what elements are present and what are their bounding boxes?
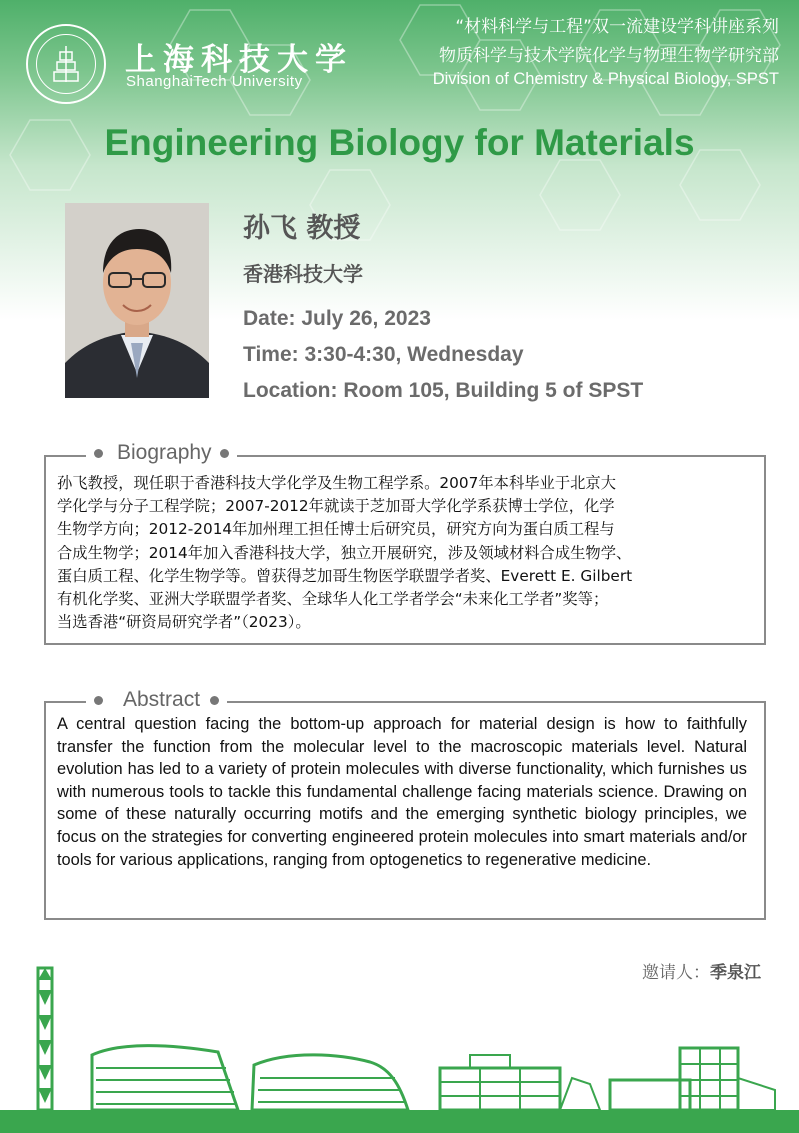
abstract-text: A central question facing the bottom-up approach for material design is how to faithfully transfer the function from the molecular level to the macroscopic materials level. Natural evolution has led to a variety of protein molecules with diverse functionality, which furnishes us with numerous tools to tackle this fundamental challenge facing materials science. Drawing on some of these naturally occurring motifs and the emerging synthetic biology principles, we focus on the strategies for converting engineered protein molecules into smart materials and/or tools for various applications, ranging from optogenetics to regenerative medicine. bbox=[57, 715, 747, 869]
school-division-cn: 物质科学与技术学院化学与物理生物学研究部 bbox=[439, 46, 779, 66]
biography-line: 孙飞教授，现任职于香港科技大学化学及生物工程学系。2007年本科毕业于北京大 bbox=[57, 474, 617, 492]
inviter-name: 季泉江 bbox=[710, 963, 761, 983]
inviter-label: 邀请人： bbox=[642, 963, 710, 983]
biography-heading bbox=[86, 440, 237, 466]
speaker-photo bbox=[65, 203, 209, 398]
biography-text bbox=[57, 472, 757, 634]
campus-skyline-illustration bbox=[0, 960, 799, 1133]
tower-icon bbox=[49, 44, 83, 84]
biography-label: Biography bbox=[117, 441, 212, 464]
abstract-label: Abstract bbox=[123, 688, 201, 711]
biography-line: 蛋白质工程、化学生物学等。曾获得芝加哥生物医学联盟学者奖、Everett E. Gilbert bbox=[57, 566, 633, 585]
talk-title: Engineering Biology for Materials bbox=[104, 122, 695, 163]
bullet-dot-icon bbox=[94, 449, 103, 458]
school-division-en: Division of Chemistry & Physical Biology, SPST bbox=[432, 70, 779, 88]
talk-location: Location: Room 105, Building 5 of SPST bbox=[243, 379, 644, 402]
university-name-cn: 上海科技大学 bbox=[125, 42, 353, 78]
biography-line: 当选香港“研资局研究学者”（2023）。 bbox=[57, 613, 311, 632]
biography-line: 合成生物学；2014年加入香港科技大学，独立开展研究，涉及领域材料合成生物学、 bbox=[57, 543, 632, 562]
speaker-name: 孙飞 教授 bbox=[243, 213, 361, 244]
bullet-dot-icon bbox=[94, 696, 103, 705]
university-name-en: ShanghaiTech University bbox=[126, 73, 303, 90]
speaker-affiliation: 香港科技大学 bbox=[243, 262, 363, 286]
lecture-series-title: “材料科学与工程”双一流建设学科讲座系列 bbox=[455, 17, 779, 37]
bullet-dot-icon bbox=[220, 449, 229, 458]
university-logo bbox=[26, 24, 106, 104]
biography-line: 有机化学奖、亚洲大学联盟学者奖、全球华人化工学者学会“未来化工学者”奖等； bbox=[57, 590, 609, 609]
biography-line: 生物学方向；2012-2014年加州理工担任博士后研究员，研究方向为蛋白质工程与 bbox=[57, 520, 615, 539]
talk-date: Date: July 26, 2023 bbox=[243, 307, 431, 330]
talk-time: Time: 3:30-4:30, Wednesday bbox=[243, 343, 524, 366]
biography-line: 学化学与分子工程学院；2007-2012年就读于芝加哥大学化学系获博士学位，化学 bbox=[57, 497, 615, 516]
abstract-heading bbox=[86, 687, 227, 713]
bullet-dot-icon bbox=[210, 696, 219, 705]
